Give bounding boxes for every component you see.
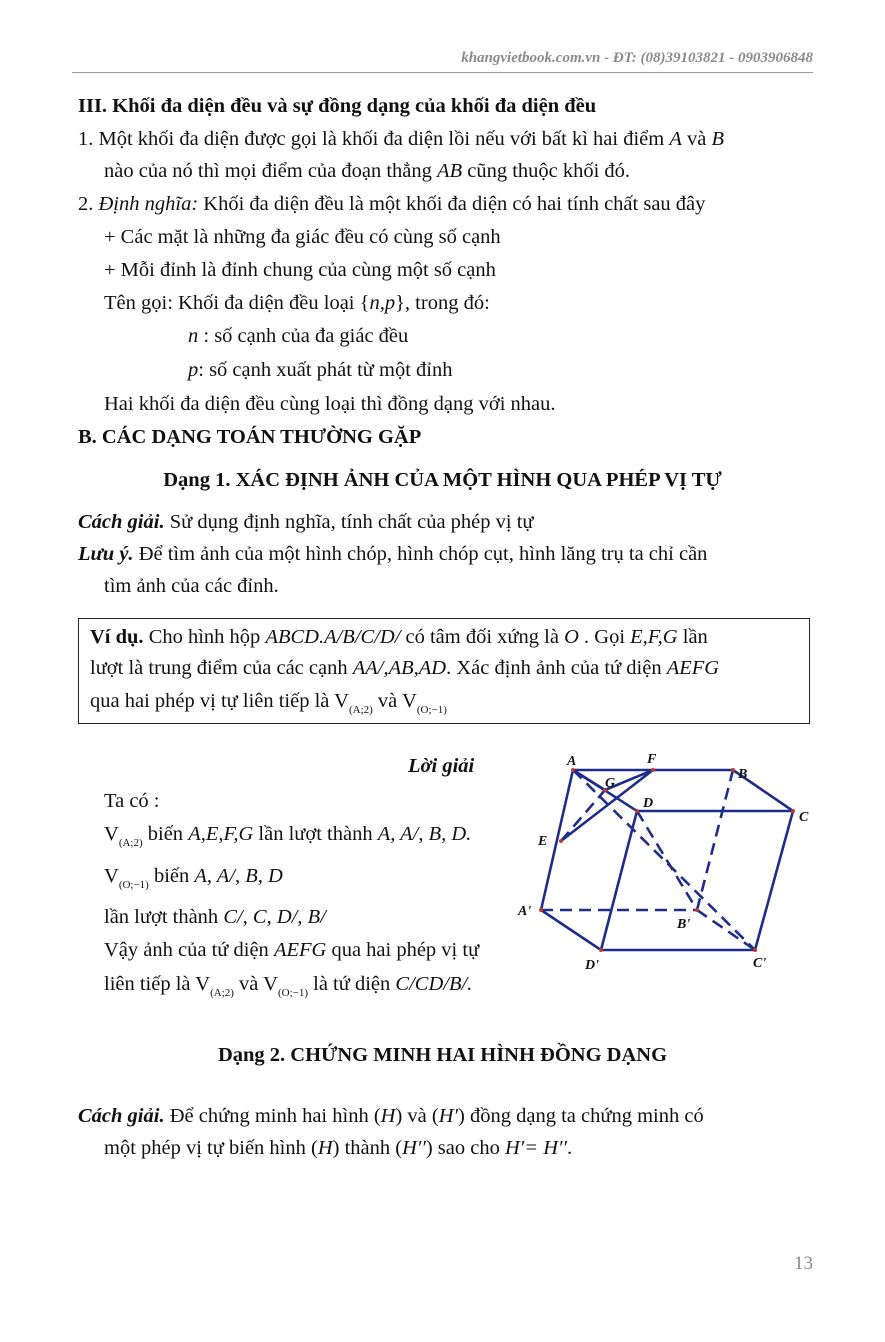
text: một phép vị tự biến hình (	[104, 1137, 318, 1159]
text: ) đồng dạng ta chứng minh có	[458, 1105, 704, 1127]
text: lần lượt thành	[253, 823, 378, 845]
example-box	[78, 618, 810, 724]
header-text: khangvietbook.com.vn - ĐT: (08)39103821 - 0903906848	[461, 50, 813, 66]
text: : số cạnh của đa giác đều	[198, 325, 409, 347]
var-from: A, A/, B, D	[194, 865, 283, 887]
paragraph-1-line-2	[104, 157, 630, 185]
label-F: F	[647, 752, 657, 767]
text: nào của nó thì mọi điểm của đoạn thẳng	[104, 160, 438, 182]
text: Cho hình hộp	[143, 626, 266, 648]
solution-step-2	[104, 862, 283, 899]
dang-1-method	[78, 508, 534, 536]
paragraph-2	[78, 190, 705, 218]
text: Vậy ảnh của tứ diện	[104, 939, 274, 961]
homothety-subscript: (A;2)	[210, 987, 234, 999]
label-G: G	[605, 776, 616, 791]
method-label: Cách giải.	[78, 511, 165, 533]
page-number: 13	[794, 1253, 813, 1274]
text: ) sao cho	[425, 1137, 505, 1159]
edge-B1B	[697, 770, 733, 910]
example-line-2	[90, 654, 719, 682]
text: biến	[148, 865, 195, 887]
label-E: E	[538, 834, 548, 849]
vertex-dot	[791, 809, 795, 813]
var-edges: AA/,AB,AD	[352, 657, 447, 679]
bullet-1: + Các mặt là những đa giác đều có cùng số cạnh	[104, 226, 501, 248]
label-B: B	[738, 767, 748, 782]
homothety-subscript: (O;−1)	[118, 879, 149, 891]
solution-step-5	[104, 970, 472, 1007]
p-definition	[188, 356, 452, 384]
text: Để tìm ảnh của một hình chóp, hình chóp cụt, hình lăng trụ ta chỉ cần	[133, 543, 708, 565]
paragraph-1-line-1	[78, 125, 724, 153]
dang-2-method-line-1	[78, 1102, 704, 1130]
solution-step-1	[104, 820, 471, 857]
var-box: ABCD.A/B/C/D/	[265, 626, 401, 648]
text: Sử dụng định nghĩa, tính chất của phép vị tự	[164, 511, 534, 533]
vertex-dot	[539, 908, 543, 912]
text: qua hai phép vị tự liên tiếp là	[90, 690, 335, 712]
var-h: H	[380, 1105, 396, 1127]
text: và	[233, 973, 264, 995]
bullet-2: + Mỗi đỉnh là đỉnh chung của cùng một số cạnh	[104, 259, 496, 281]
vertex-dot	[651, 768, 655, 772]
vertex-dot	[731, 768, 735, 772]
text: qua hai phép vị tự	[326, 939, 480, 961]
var-efg: E,F,G	[630, 626, 678, 648]
parallelepiped-figure	[505, 745, 815, 975]
diag-AC1	[573, 770, 755, 950]
solution-step-4	[104, 936, 479, 964]
text: lần lượt thành	[104, 906, 224, 928]
section-b-title: B. CÁC DẠNG TOÁN THƯỜNG GẶP	[78, 426, 422, 448]
n-definition	[188, 322, 408, 350]
header-rule	[72, 72, 813, 73]
label-B-prime: B'	[677, 917, 691, 932]
example-line-1	[90, 623, 708, 651]
example-line-3	[90, 687, 447, 724]
label-D-prime: D'	[585, 958, 599, 973]
equation: H′= H′′	[505, 1137, 568, 1159]
var-a: A	[669, 128, 682, 150]
text: là tứ diện	[308, 973, 396, 995]
similar-statement: Hai khối đa diện đều cùng loại thì đồng dạng với nhau.	[104, 393, 556, 415]
dang-2-method-line-2	[104, 1134, 572, 1162]
example-label: Ví dụ.	[90, 626, 144, 648]
text: . Xác định ảnh của tứ diện	[446, 657, 667, 679]
text: }, trong đó:	[395, 292, 490, 314]
homothety-symbol: V	[402, 690, 417, 712]
naming-line	[104, 289, 490, 317]
text: Để chứng minh hai hình (	[164, 1105, 381, 1127]
label-D: D	[643, 796, 654, 811]
var-to: C/, C, D/, B/	[223, 906, 326, 928]
text: liên tiếp là	[104, 973, 196, 995]
var-h: H	[317, 1137, 333, 1159]
text: Tên gọi: Khối đa diện đều loại {	[104, 292, 370, 314]
label-A-prime: A'	[518, 904, 532, 919]
method-label: Cách giải.	[78, 1105, 165, 1127]
text: cũng thuộc khối đó.	[462, 160, 631, 182]
text: lượt là trung điểm của các cạnh	[90, 657, 353, 679]
text: lần	[677, 626, 708, 648]
text: .	[567, 1137, 573, 1159]
text: 1. Một khối đa diện được gọi là khối đa diện lồi nếu với bất kì hai điểm	[78, 128, 670, 150]
edge-D1D	[601, 811, 637, 950]
var-o: O	[564, 626, 579, 648]
diag-DB1	[637, 811, 697, 910]
text: ) và (	[395, 1105, 439, 1127]
vertex-dot	[753, 948, 757, 952]
text: và	[372, 690, 403, 712]
var-result: C/CD/B/.	[395, 973, 473, 995]
homothety-symbol: V	[195, 973, 211, 995]
dang-2-title: Dạng 2. CHỨNG MINH HAI HÌNH ĐỒNG DẠNG	[217, 1044, 668, 1066]
homothety-symbol: V	[104, 823, 119, 845]
text: có tâm đối xứng là	[400, 626, 565, 648]
var-h-prime: H′	[438, 1105, 459, 1127]
vertex-dot	[695, 908, 699, 912]
homothety-subscript: (A;2)	[348, 704, 373, 716]
solution-step-3	[104, 903, 326, 931]
homothety-subscript: (O;−1)	[277, 987, 308, 999]
solution-title: Lời giải	[408, 755, 475, 777]
var-from: A,E,F,G	[188, 823, 254, 845]
text: Khối đa diện đều là một khối đa diện có hai tính chất sau đây	[198, 193, 706, 215]
label-C-prime: C'	[753, 956, 767, 971]
text: và	[681, 128, 712, 150]
edge-B1C1	[697, 910, 755, 950]
homothety-symbol: V	[334, 690, 349, 712]
dang-1-note-line-2: tìm ảnh của các đỉnh.	[104, 575, 279, 597]
label-C: C	[799, 810, 809, 825]
vertex-dot	[559, 839, 563, 843]
homothety-subscript: (A;2)	[118, 837, 143, 849]
dang-1-note-line-1	[78, 540, 707, 568]
text: ) thành (	[332, 1137, 403, 1159]
homothety-symbol: V	[263, 973, 278, 995]
var-to: A, A/, B, D.	[377, 823, 472, 845]
var-ab: AB	[437, 160, 463, 182]
edge-A1D1	[541, 910, 601, 950]
text: : số cạnh xuất phát từ một đỉnh	[198, 359, 453, 381]
label-A: A	[567, 754, 577, 769]
homothety-subscript: (O;−1)	[416, 704, 447, 716]
section-3-title: III. Khối đa diện đều và sự đồng dạng của khối đa diện đều	[78, 95, 597, 117]
vertex-dot	[635, 809, 639, 813]
text: 2.	[78, 193, 99, 215]
solution-ta-co: Ta có :	[104, 790, 160, 812]
edge-C1C	[755, 811, 793, 950]
var-aefg: AEFG	[273, 939, 327, 961]
dang-1-title: Dạng 1. XÁC ĐỊNH ẢNH CỦA MỘT HÌNH QUA PHÉP VỊ TỰ	[163, 469, 722, 491]
var-aefg: AEFG	[666, 657, 720, 679]
vertex-dot	[599, 948, 603, 952]
note-label: Lưu ý.	[78, 543, 134, 565]
var-h-double-prime: H′′	[402, 1137, 426, 1159]
var-b: B	[711, 128, 724, 150]
var-n: n	[188, 325, 199, 347]
var-p: p	[188, 359, 199, 381]
homothety-symbol: V	[104, 865, 119, 887]
text: . Gọi	[578, 626, 631, 648]
text: biến	[142, 823, 189, 845]
var-np: n,p	[369, 292, 396, 314]
definition-label: Định nghĩa:	[98, 193, 199, 215]
